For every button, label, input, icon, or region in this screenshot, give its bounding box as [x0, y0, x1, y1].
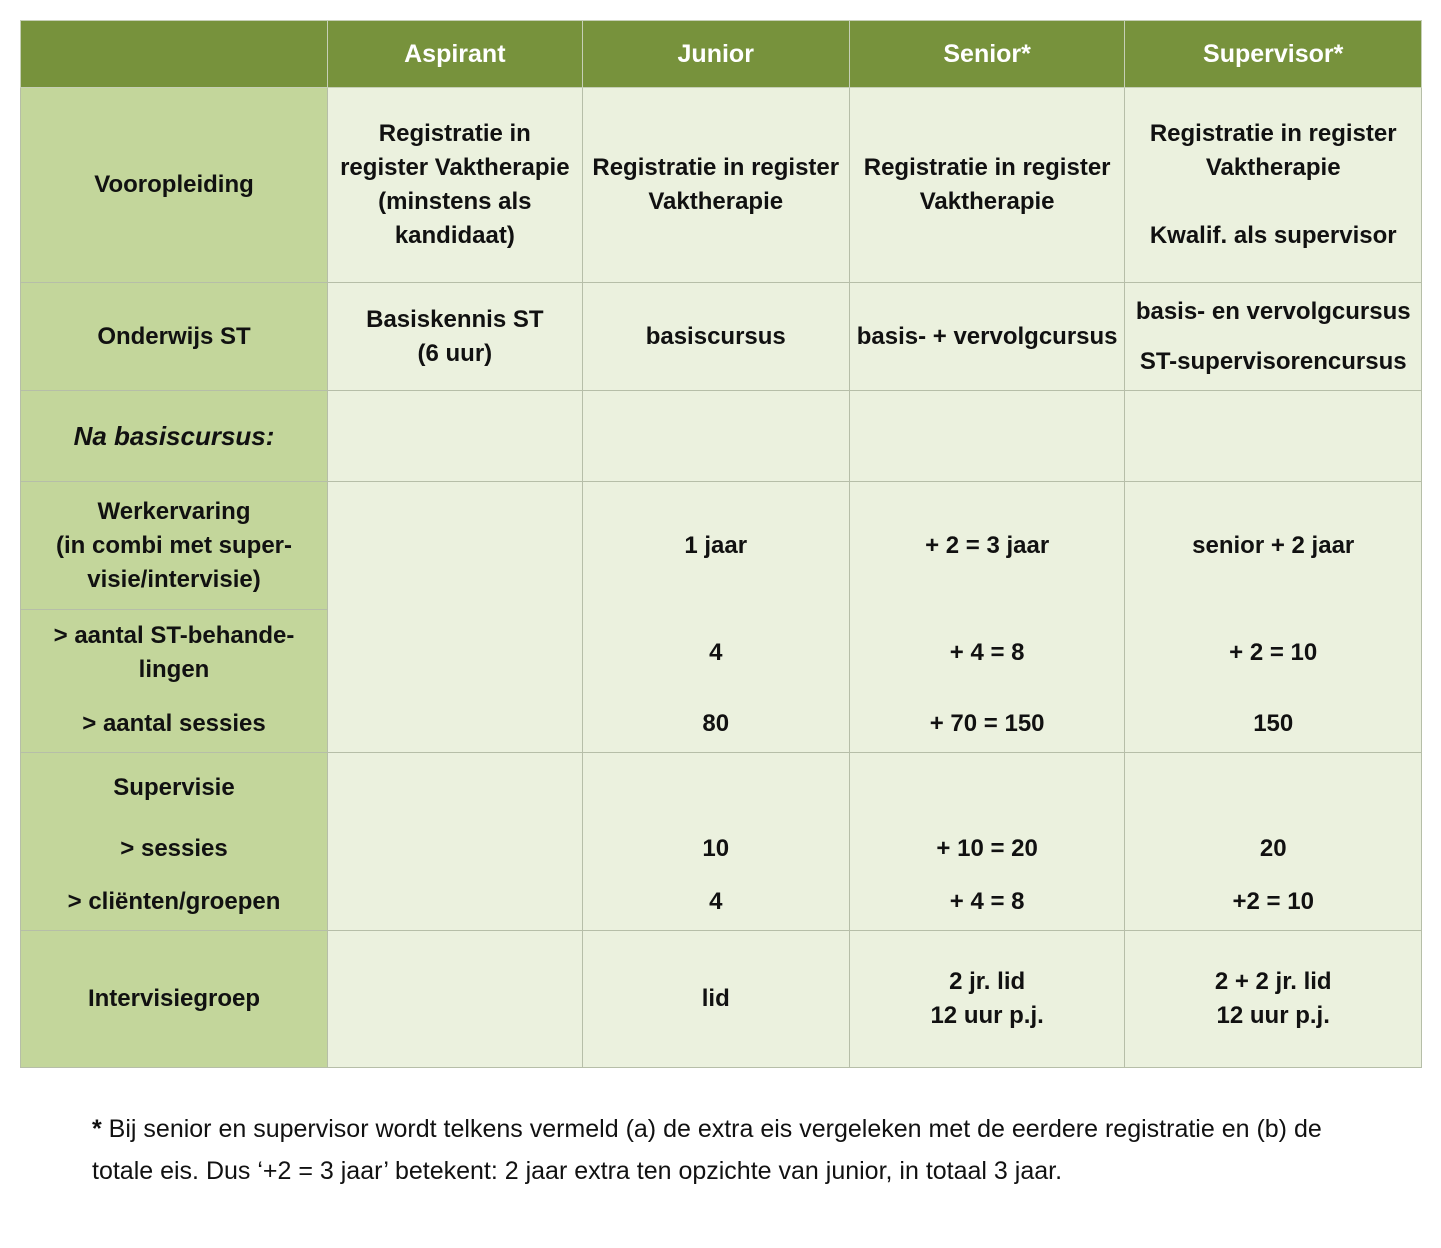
requirements-table: [20, 20, 1422, 1068]
cell-vooropleiding-supervisor: Registratie in register Vaktherapie Kwalif. als supervisor: [1125, 88, 1422, 283]
header-senior: Senior*: [849, 21, 1125, 88]
cell-sup-sessies-senior: + 10 = 20: [849, 823, 1125, 875]
cell-onderwijs-senior: basis- + vervolgcursus: [849, 283, 1125, 391]
cell-sup-sessies-junior: 10: [582, 823, 849, 875]
cell-empty: [328, 391, 583, 482]
cell-supervisie-junior: [582, 753, 849, 823]
cell-onderwijs-supervisor: basis- en vervolgcursus ST-supervisorencursus: [1125, 283, 1422, 391]
row-intervisie: [21, 931, 1422, 1068]
row-sup-sessies: [21, 823, 1422, 875]
row-clienten: [21, 875, 1422, 931]
cell-empty: [582, 391, 849, 482]
cell-intervisie-junior: lid: [582, 931, 849, 1068]
header-aspirant: Aspirant: [328, 21, 583, 88]
label-supervisie: Supervisie: [21, 753, 328, 823]
cell-clienten-junior: 4: [582, 875, 849, 931]
row-na-basiscursus: [21, 391, 1422, 482]
cell-sup-sessies-supervisor: 20: [1125, 823, 1422, 875]
label-onderwijs: Onderwijs ST: [21, 283, 328, 391]
cell-vooropleiding-aspirant: Registratie in register Vaktherapie (minstens als kandidaat): [328, 88, 583, 283]
section-heading-na-basiscursus: Na basiscursus:: [21, 391, 328, 482]
cell-clienten-supervisor: +2 = 10: [1125, 875, 1422, 931]
header-supervisor: Supervisor*: [1125, 21, 1422, 88]
row-vooropleiding: [21, 88, 1422, 283]
cell-supervisie-senior: [849, 753, 1125, 823]
cell-behandelingen-supervisor: + 2 = 10: [1125, 610, 1422, 696]
cell-onderwijs-junior: basiscursus: [582, 283, 849, 391]
cell-intervisie-aspirant: [328, 931, 583, 1068]
cell-vooropleiding-junior: Registratie in register Vaktherapie: [582, 88, 849, 283]
cell-sessies-senior: + 70 = 150: [849, 696, 1125, 753]
cell-clienten-senior: + 4 = 8: [849, 875, 1125, 931]
row-onderwijs: [21, 283, 1422, 391]
header-junior: Junior: [582, 21, 849, 88]
footnote: [92, 1108, 1352, 1192]
cell-behandelingen-senior: + 4 = 8: [849, 610, 1125, 696]
cell-empty: [849, 391, 1125, 482]
cell-onderwijs-aspirant: Basiskennis ST (6 uur): [328, 283, 583, 391]
cell-vooropleiding-senior: Registratie in register Vaktherapie: [849, 88, 1125, 283]
row-werkervaring: [21, 482, 1422, 610]
cell-behandelingen-junior: 4: [582, 610, 849, 696]
label-sessies: > aantal sessies: [21, 696, 328, 753]
label-vooropleiding: Vooropleiding: [21, 88, 328, 283]
header-row: [21, 21, 1422, 88]
cell-werkervaring-supervisor: senior + 2 jaar: [1125, 482, 1422, 610]
label-clienten: > cliënten/groepen: [21, 875, 328, 931]
cell-werkervaring-aspirant: [328, 482, 583, 753]
cell-werkervaring-senior: + 2 = 3 jaar: [849, 482, 1125, 610]
cell-empty: [1125, 391, 1422, 482]
label-sup-sessies: > sessies: [21, 823, 328, 875]
label-intervisie: Intervisiegroep: [21, 931, 328, 1068]
row-behandelingen: [21, 610, 1422, 696]
footnote-text: Bij senior en supervisor wordt telkens vermeld (a) de extra eis vergeleken met de eerdere registratie en (b) de totale eis. Dus ‘+2 = 3 jaar’ betekent: 2 jaar extra ten opzichte van junior, in totaal 3 jaar.: [92, 1115, 1322, 1185]
cell-intervisie-supervisor: 2 + 2 jr. lid 12 uur p.j.: [1125, 931, 1422, 1068]
cell-supervisie-aspirant: [328, 753, 583, 931]
cell-werkervaring-junior: 1 jaar: [582, 482, 849, 610]
cell-sessies-supervisor: 150: [1125, 696, 1422, 753]
footnote-star: *: [92, 1115, 102, 1143]
label-behandelingen: > aantal ST-behande- lingen: [21, 610, 328, 696]
row-sessies: [21, 696, 1422, 753]
row-supervisie: [21, 753, 1422, 823]
header-corner: [21, 21, 328, 88]
label-werkervaring: Werkervaring (in combi met super- visie/intervisie): [21, 482, 328, 610]
cell-sessies-junior: 80: [582, 696, 849, 753]
cell-intervisie-senior: 2 jr. lid 12 uur p.j.: [849, 931, 1125, 1068]
cell-supervisie-supervisor: [1125, 753, 1422, 823]
